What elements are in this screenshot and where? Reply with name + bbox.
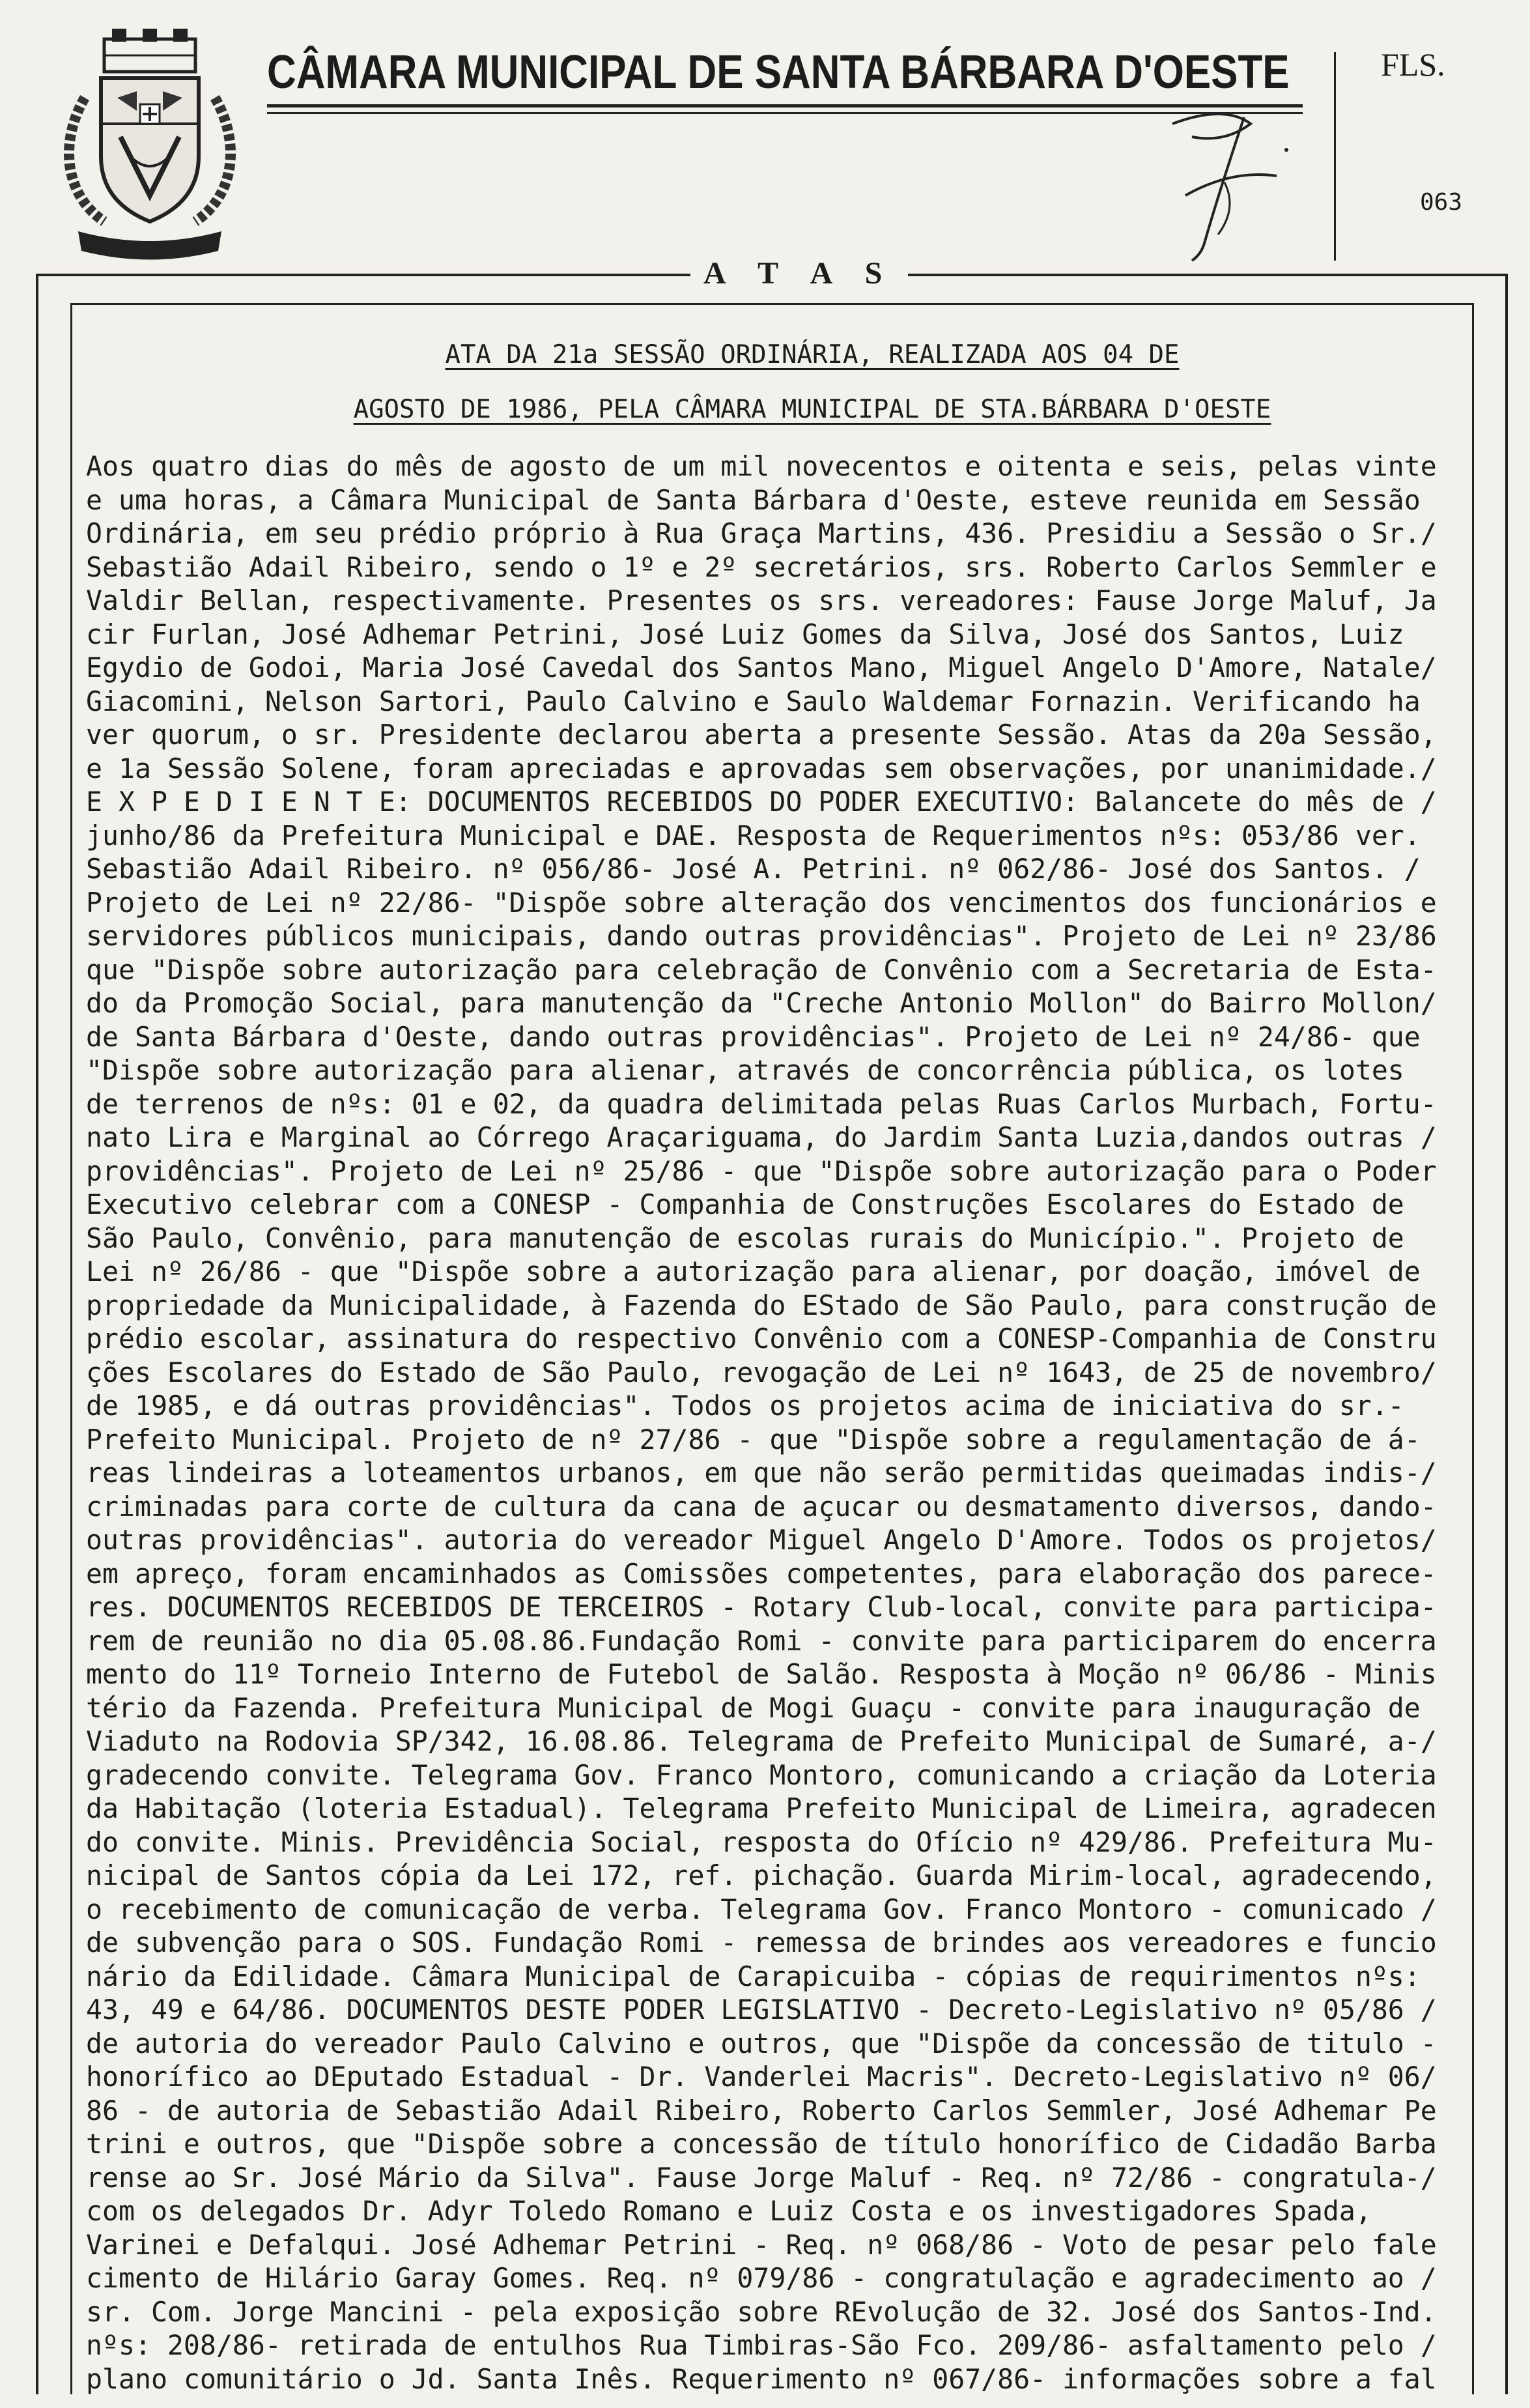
- text-line: 43, 49 e 64/86. DOCUMENTOS DESTE PODER LEGISLATIVO - Decreto-Legislativo nº 05/86 /: [86, 1994, 1437, 2026]
- text-line: Viaduto na Rodovia SP/342, 16.08.86. Telegrama de Prefeito Municipal de Sumaré, a-/: [86, 1725, 1437, 1757]
- text-line: nato Lira e Marginal ao Córrego Araçariguama, do Jardim Santa Luzia,dandos outras /: [86, 1121, 1437, 1153]
- text-line: nicipal de Santos cópia da Lei 172, ref. pichação. Guarda Mirim-local, agradecendo,: [86, 1859, 1437, 1891]
- text-line: e uma horas, a Câmara Municipal de Santa Bárbara d'Oeste, esteve reunida em Sessão: [86, 483, 1421, 516]
- text-line: reas lindeiras a loteamentos urbanos, em que não serão permitidas queimadas indis-/: [86, 1457, 1437, 1489]
- text-line: o recebimento de comunicação de verba. Telegrama Gov. Franco Montoro - comunicado /: [86, 1893, 1437, 1925]
- text-line: mento do 11º Torneio Interno de Futebol de Salão. Resposta à Moção nº 06/86 - Minis: [86, 1658, 1437, 1690]
- section-heading: A T A S: [690, 255, 908, 291]
- text-line: que "Dispõe sobre autorização para celebração de Convênio com a Secretaria de Esta-: [86, 953, 1437, 986]
- text-line: ver quorum, o sr. Presidente declarou aberta a presente Sessão. Atas da 20a Sessão,: [86, 719, 1437, 751]
- text-line: Aos quatro dias do mês de agosto de um mil novecentos e oitenta e seis, pelas vinte: [86, 450, 1437, 482]
- text-line: em apreço, foram encaminhados as Comissões competentes, para elaboração dos parece-: [86, 1557, 1437, 1590]
- text-line: da Habitação (loteria Estadual). Telegrama Prefeito Municipal de Limeira, agradecen: [86, 1792, 1437, 1824]
- text-line: nário da Edilidade. Câmara Municipal de Carapicuiba - cópias de requirimentos nºs:: [86, 1960, 1421, 1992]
- text-line: rense ao Sr. José Mário da Silva". Fause Jorge Maluf - Req. nº 72/86 - congratula-/: [86, 2161, 1437, 2194]
- text-line: com os delegados Dr. Adyr Toledo Romano e Luiz Costa e os investigadores Spada,: [86, 2195, 1372, 2227]
- municipal-crest: [59, 26, 241, 261]
- text-line: Ordinária, em seu prédio próprio à Rua Graça Martins, 436. Presidiu a Sessão o Sr./: [86, 517, 1437, 549]
- minutes-title-line-2: AGOSTO DE 1986, PELA CÂMARA MUNICIPAL DE STA.BÁRBARA D'OESTE: [353, 395, 1271, 424]
- text-line: junho/86 da Prefeitura Municipal e DAE. Resposta de Requerimentos nºs: 053/86 ver.: [86, 819, 1421, 852]
- institution-name: CÂMARA MUNICIPAL DE SANTA BÁRBARA D'OESTE: [267, 46, 1290, 98]
- text-line: de terrenos de nºs: 01 e 02, da quadra delimitada pelas Ruas Carlos Murbach, Fortu-: [86, 1087, 1437, 1120]
- text-line: Egydio de Godoi, Maria José Cavedal dos Santos Mano, Miguel Angelo D'Amore, Natale/: [86, 652, 1437, 683]
- text-line: do convite. Minis. Previdência Social, resposta do Ofício nº 429/86. Prefeitura Mu-: [86, 1826, 1437, 1858]
- minutes-body: [86, 450, 1460, 2396]
- text-line: Sebastião Adail Ribeiro, sendo o 1º e 2º secretários, srs. Roberto Carlos Semmler e: [86, 551, 1437, 583]
- text-line: propriedade da Municipalidade, à Fazenda do EStado de São Paulo, para construção de: [86, 1289, 1437, 1321]
- text-line: gradecendo convite. Telegrama Gov. Franco Montoro, comunicando a criação da Loteria: [86, 1758, 1437, 1791]
- text-line: "Dispõe sobre autorização para alienar, através de concorrência pública, os lotes: [86, 1054, 1404, 1086]
- text-line: tério da Fazenda. Prefeitura Municipal de Mogi Guaçu - convite para inauguração de: [86, 1691, 1421, 1724]
- text-line: e 1a Sessão Solene, foram apreciadas e aprovadas sem observações, por unanimidade./: [86, 752, 1437, 784]
- text-line: res. DOCUMENTOS RECEBIDOS DE TERCEIROS - Rotary Club-local, convite para participa-: [86, 1591, 1437, 1623]
- text-line: sr. Com. Jorge Mancini - pela exposição sobre REvolução de 32. José dos Santos-Ind.: [86, 2295, 1437, 2328]
- text-line: plano comunitário o Jd. Santa Inês. Requerimento nº 067/86- informações sobre a fal: [86, 2362, 1437, 2395]
- text-line: nºs: 208/86- retirada de entulhos Rua Timbiras-São Fco. 209/86- asfaltamento pelo /: [86, 2329, 1437, 2361]
- fls-label: FLS.: [1381, 46, 1445, 83]
- text-line: cimento de Hilário Garay Gomes. Req. nº 079/86 - congratulação e agradecimento ao /: [86, 2262, 1437, 2294]
- text-line: de 1985, e dá outras providências". Todos os projetos acima de iniciativa do sr.-: [86, 1390, 1404, 1422]
- text-line: do da Promoção Social, para manutenção da "Creche Antonio Mollon" do Bairro Mollon/: [86, 987, 1437, 1019]
- text-line: de autoria do vereador Paulo Calvino e outros, que "Dispõe da concessão de titulo -: [86, 2027, 1437, 2059]
- text-line: Giacomini, Nelson Sartori, Paulo Calvino e Saulo Waldemar Fornazin. Verificando ha: [86, 685, 1421, 717]
- text-line: criminadas para corte de cultura da cana de açucar ou desmatamento diversos, dando-: [86, 1490, 1437, 1523]
- text-line: servidores públicos municipais, dando outras providências". Projeto de Lei nº 23/86: [86, 920, 1437, 952]
- text-line: prédio escolar, assinatura do respectivo Convênio com a CONESP-Companhia de Constru: [86, 1323, 1437, 1354]
- header-vertical-divider: [1334, 52, 1336, 261]
- text-line: honorífico ao DEputado Estadual - Dr. Vanderlei Macris". Decreto-Legislativo nº 06/: [86, 2061, 1437, 2093]
- text-line: Prefeito Municipal. Projeto de nº 27/86 - que "Dispõe sobre a regulamentação de á-: [86, 1423, 1421, 1455]
- text-line: Executivo celebrar com a CONESP - Companhia de Construções Escolares do Estado de: [86, 1188, 1404, 1220]
- text-line: 86 - de autoria de Sebastião Adail Ribeiro, Roberto Carlos Semmler, José Adhemar Pe: [86, 2094, 1437, 2127]
- text-line: providências". Projeto de Lei nº 25/86 - que "Dispõe sobre autorização para o Poder: [86, 1154, 1437, 1187]
- minutes-title-line-1: ATA DA 21a SESSÃO ORDINÁRIA, REALIZADA AOS 04 DE: [445, 340, 1180, 369]
- text-line: E X P E D I E N T E: DOCUMENTOS RECEBIDOS DO PODER EXECUTIVO: Balancete do mês de /: [86, 786, 1437, 818]
- text-line: Valdir Bellan, respectivamente. Presentes os srs. vereadores: Fause Jorge Maluf, Ja: [86, 584, 1437, 616]
- text-line: de subvenção para o SOS. Fundação Romi - remessa de brindes aos vereadores e funcio: [86, 1927, 1437, 1958]
- text-line: trini e outros, que "Dispõe sobre a concessão de título honorífico de Cidadão Barba: [86, 2128, 1437, 2160]
- text-line: cir Furlan, José Adhemar Petrini, José Luiz Gomes da Silva, José dos Santos, Luiz: [86, 618, 1404, 650]
- crest-emblem-icon: [59, 26, 241, 261]
- text-line: outras providências". autoria do vereador Miguel Angelo D'Amore. Todos os projetos/: [86, 1524, 1437, 1556]
- text-line: Lei nº 26/86 - que "Dispõe sobre a autorização para alienar, por doação, imóvel de: [86, 1255, 1421, 1287]
- text-line: Projeto de Lei nº 22/86- "Dispõe sobre alteração dos vencimentos dos funcionários e: [86, 886, 1437, 919]
- text-line: Varinei e Defalqui. José Adhemar Petrini - Req. nº 068/86 - Voto de pesar pelo fale: [86, 2228, 1437, 2261]
- text-line: rem de reunião no dia 05.08.86.Fundação Romi - convite para participarem do encerra: [86, 1624, 1437, 1657]
- page-number: 063: [1420, 189, 1463, 216]
- text-line: São Paulo, Convênio, para manutenção de escolas rurais do Município.". Projeto de: [86, 1222, 1404, 1254]
- text-line: ções Escolares do Estado de São Paulo, revogação de Lei nº 1643, de 25 de novembro/: [86, 1356, 1437, 1388]
- handwritten-signature: [1146, 98, 1303, 267]
- text-line: de Santa Bárbara d'Oeste, dando outras providências". Projeto de Lei nº 24/86- que: [86, 1020, 1421, 1053]
- text-line: Sebastião Adail Ribeiro. nº 056/86- José A. Petrini. nº 062/86- José dos Santos. /: [86, 853, 1421, 885]
